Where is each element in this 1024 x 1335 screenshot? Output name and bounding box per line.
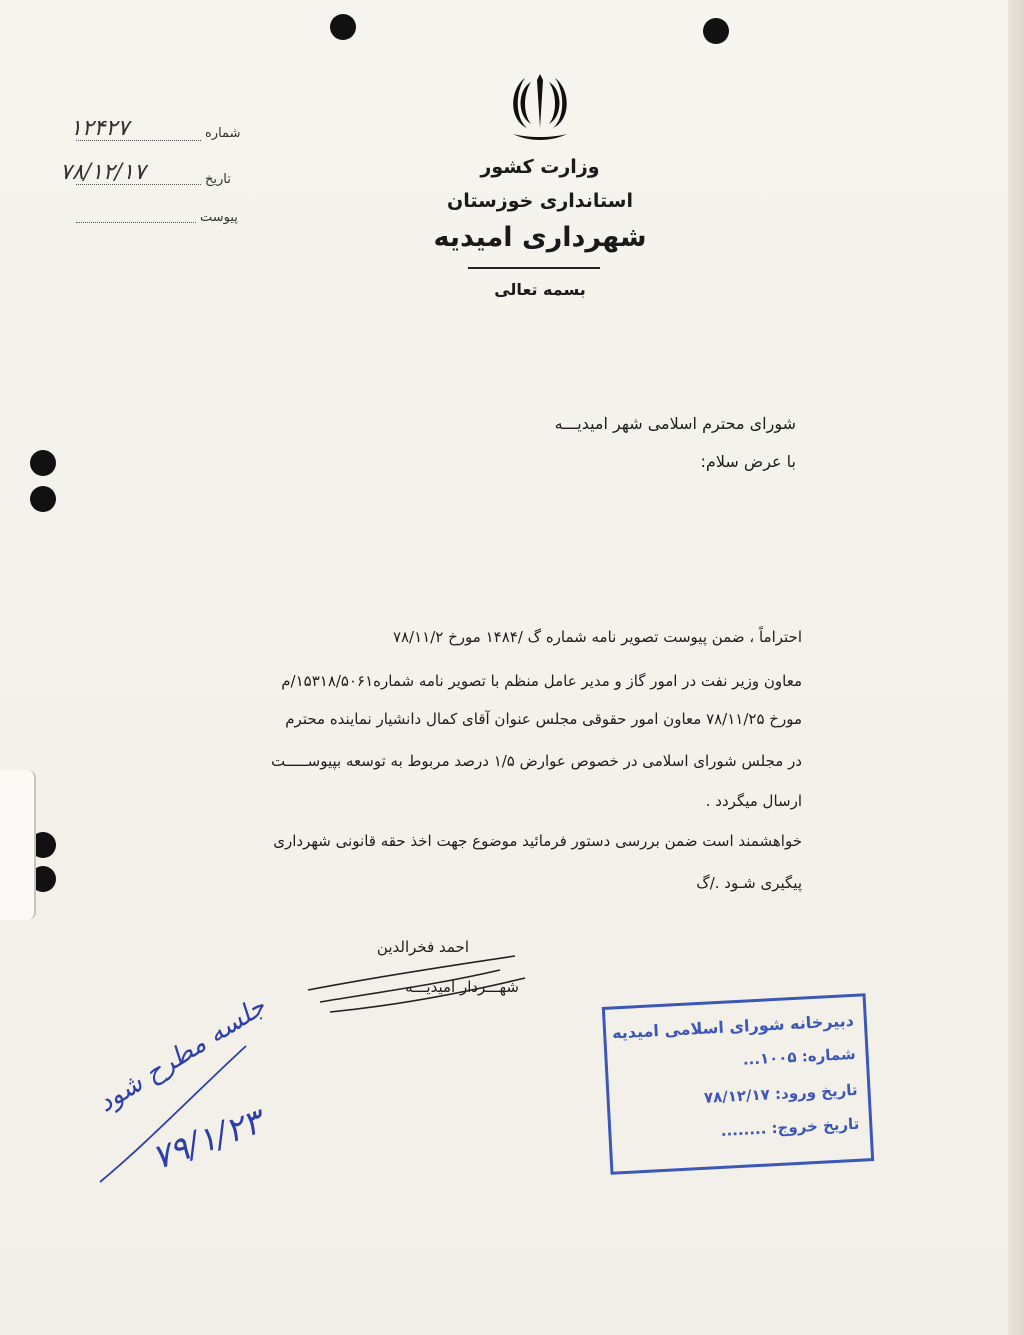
stamp-entry-date: تاریخ ورود: ۷۸/۱۲/۱۷ xyxy=(703,1080,858,1107)
body-line: ارسال میگردد . xyxy=(705,792,802,810)
body-line: خواهشمند است ضمن بررسی دستور فرمائید موضوع جهت اخذ حقه قانونی شهرداری xyxy=(273,832,802,850)
municipality-title: شهرداری امیدیه xyxy=(433,222,647,253)
signature-icon xyxy=(300,940,530,1020)
attachment-dotted-line xyxy=(76,222,196,223)
addressee: شورای محترم اسلامی شهر امیدیـــه xyxy=(554,414,796,433)
stamp-title: دبیرخانه شورای اسلامی امیدیه xyxy=(611,1010,855,1043)
number-value: ۱۲۴۲۷ xyxy=(70,116,130,141)
signer-title: شهـــردار امیدیـــه xyxy=(405,978,519,996)
handwritten-note: جلسه مطرح شود xyxy=(92,991,271,1119)
body-line: پیگیری شـود ./گ xyxy=(696,874,802,892)
body-line: در مجلس شورای اسلامی در خصوص عوارض ۱/۵ درصد مربوط به توسعه بپیوســـــت xyxy=(270,752,802,770)
invocation: بسمه تعالی xyxy=(494,280,586,299)
header-divider xyxy=(468,267,600,269)
iran-emblem-icon xyxy=(505,70,575,142)
punch-hole xyxy=(330,14,356,40)
signer-name: احمد فخرالدین xyxy=(376,938,469,956)
punch-hole xyxy=(703,18,729,44)
secretariat-stamp xyxy=(602,993,874,1175)
governorate-title: استانداری خوزستان xyxy=(446,190,633,212)
body-line: معاون وزیر نفت در امور گاز و مدیر عامل منظم با تصویر نامه شماره۱۵۳۱۸/۵۰۶۱/م xyxy=(281,672,802,690)
number-label: شماره xyxy=(205,126,241,141)
handwritten-note-date: ۷۹/۱/۲۳ xyxy=(146,1101,268,1179)
greeting: با عرض سلام: xyxy=(700,452,796,471)
punch-hole xyxy=(30,486,56,512)
date-label: تاریخ xyxy=(205,172,231,187)
stamp-number: شماره: ۱۰۰۵... xyxy=(742,1044,857,1069)
punch-hole xyxy=(30,450,56,476)
ministry-title: وزارت کشور xyxy=(480,156,600,178)
body-line: احتراماً ، ضمن پیوست تصویر نامه شماره گ /۱۴۸۴ مورخ ۷۸/۱۱/۲ xyxy=(392,628,802,646)
attachment-label: پیوست xyxy=(200,210,238,225)
date-value: ۷۸/۱۲/۱۷ xyxy=(60,160,146,185)
stamp-exit-date: تاریخ خروج: ........ xyxy=(720,1114,860,1140)
page-edge xyxy=(1008,0,1024,1335)
handwritten-stroke-icon xyxy=(96,1040,256,1190)
torn-edge xyxy=(0,770,36,920)
body-line: مورخ ۷۸/۱۱/۲۵ معاون امور حقوقی مجلس عنوان آقای کمال دانشیار نماینده محترم xyxy=(285,710,802,728)
